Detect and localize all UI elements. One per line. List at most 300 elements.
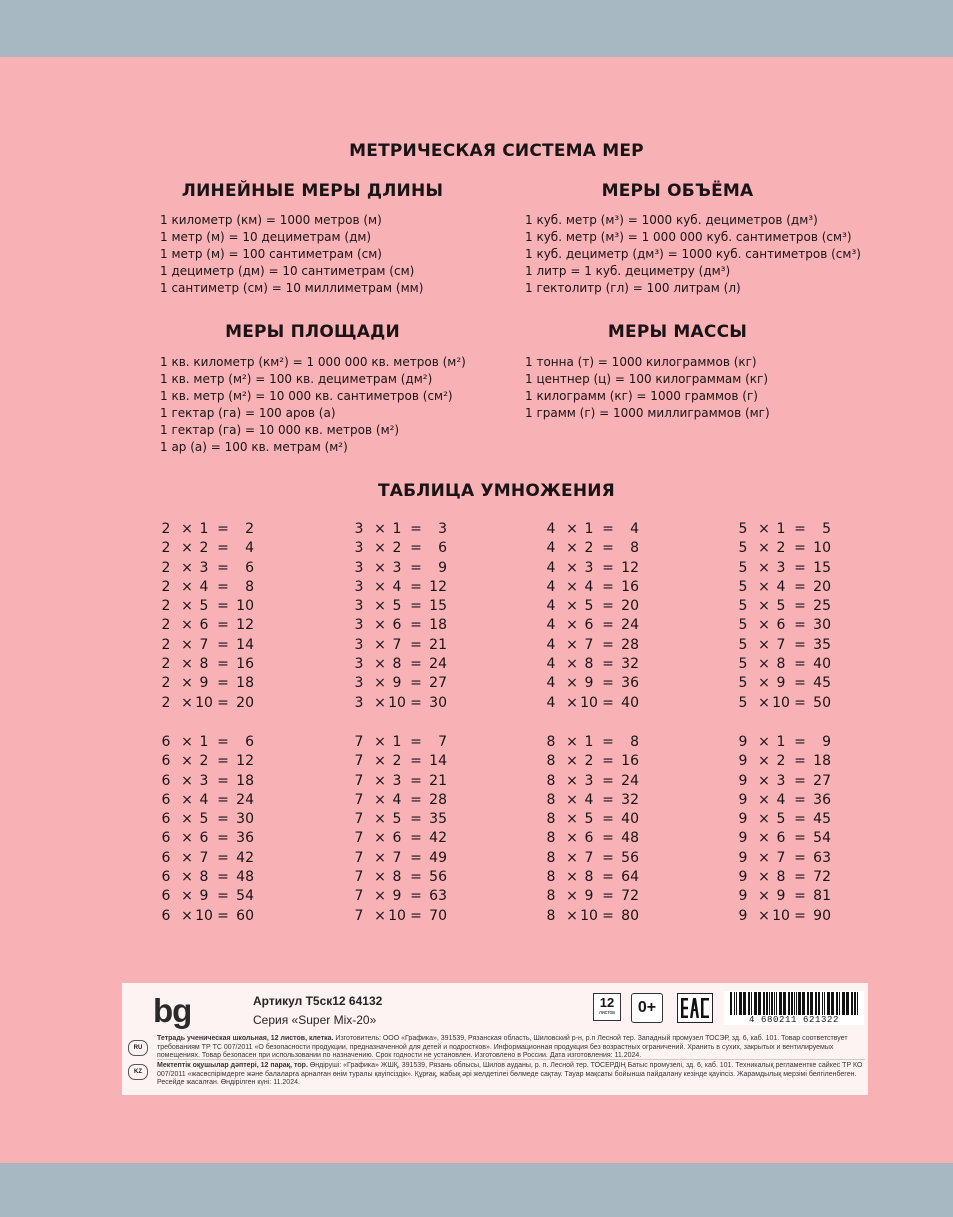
times-sign: ×	[374, 694, 386, 711]
barcode-bar	[734, 992, 735, 1016]
table-row	[353, 752, 473, 771]
barcode-bar	[743, 992, 746, 1016]
times-sign: ×	[181, 734, 193, 750]
kz-legal-body: Өндіруші: «Графика» ЖШҚ, 391539, Рязань облысы, Шилов ауданы, р. п. Лесной тер. ТОСЕРДІҢ Батыс промузелі, зд. 6, каб. 101. Техникалық регламентке сайкес ТР КО 007/2011 «жасөспірімдерге және балаларға арналған өнім туралы қауіпсіздік». Құрғақ, жабық әрі желдетілеі бөлмеде сақтау. Тауар мақсаты бойынша пайдалану кезінде қауіпсіз. Жарамдылық мерзімі белгіленбеген. Ресейде жасалған. Өндірілген күні: 11.2024.	[157, 1062, 863, 1086]
multiplier: 6	[199, 830, 209, 847]
product-value: 27	[429, 675, 447, 692]
multiplicand: 4	[546, 636, 556, 653]
multiplier: 7	[584, 636, 594, 653]
multiplier: 7	[199, 636, 209, 653]
series-name: Серия «Super Mix-20»	[253, 1013, 377, 1027]
volume-list	[525, 212, 861, 297]
product-value: 12	[621, 559, 639, 576]
times-sign: ×	[181, 791, 193, 808]
multiplier: 2	[776, 540, 786, 557]
multiplier: 7	[199, 849, 209, 866]
table-row	[737, 791, 857, 810]
multiplier: 9	[584, 675, 594, 692]
product-value: 72	[813, 869, 831, 886]
times-sign: ×	[181, 830, 193, 847]
multiplicand: 6	[161, 811, 171, 828]
product-value: 20	[621, 598, 639, 615]
multiplication-heading: ТАБЛИЦА УМНОЖЕНИЯ	[378, 481, 615, 501]
table-row	[545, 849, 665, 868]
multiplicand: 5	[738, 675, 748, 692]
product-value: 21	[429, 636, 447, 653]
times-sign: ×	[566, 772, 578, 789]
product-value: 9	[438, 559, 447, 576]
multiplicand: 7	[354, 753, 364, 770]
multiplicand: 4	[546, 540, 556, 557]
multiplier: 6	[392, 830, 402, 847]
equals-sign: =	[794, 636, 806, 653]
times-sign: ×	[566, 811, 578, 828]
product-value: 21	[429, 772, 447, 789]
multiplicand: 3	[354, 656, 364, 673]
list-item: 1 метр (м) = 10 дециметрам (дм)	[160, 230, 372, 244]
mass-heading: МЕРЫ МАССЫ	[607, 322, 748, 342]
multiplicand: 9	[738, 772, 748, 789]
times-sign: ×	[758, 617, 770, 634]
equals-sign: =	[794, 907, 806, 924]
barcode-bar	[839, 992, 840, 1016]
multiplicand: 5	[738, 559, 748, 576]
multiplicand: 4	[546, 675, 556, 692]
equals-sign: =	[410, 772, 422, 789]
times-sign: ×	[374, 888, 386, 905]
times-sign: ×	[374, 521, 386, 537]
table-row	[353, 655, 473, 674]
multiplier: 4	[199, 791, 209, 808]
product-value: 24	[621, 617, 639, 634]
multiplier: 10	[772, 907, 790, 924]
multiplier: 10	[388, 907, 406, 924]
product-value: 14	[236, 636, 254, 653]
equals-sign: =	[794, 598, 806, 615]
table-row	[353, 694, 473, 713]
times-table-3	[353, 520, 473, 713]
multiplicand: 2	[161, 559, 171, 576]
multiplier: 4	[199, 578, 209, 595]
barcode-bar	[748, 992, 750, 1016]
table-row	[160, 791, 280, 810]
product-value: 50	[813, 694, 831, 711]
times-sign: ×	[374, 617, 386, 634]
multiplier: 1	[392, 734, 402, 750]
equals-sign: =	[602, 578, 614, 595]
times-sign: ×	[758, 753, 770, 770]
multiplicand: 4	[546, 656, 556, 673]
multiplier: 3	[392, 559, 402, 576]
equals-sign: =	[794, 888, 806, 905]
barcode-bar	[854, 992, 856, 1016]
product-value: 10	[236, 598, 254, 615]
multiplicand: 8	[546, 830, 556, 847]
multiplicand: 5	[738, 694, 748, 711]
table-row	[353, 520, 473, 539]
multiplicand: 6	[161, 772, 171, 789]
barcode-bar	[776, 992, 777, 1016]
times-sign: ×	[758, 811, 770, 828]
table-row	[545, 791, 665, 810]
equals-sign: =	[217, 578, 229, 595]
equals-sign: =	[217, 734, 229, 750]
product-value: 24	[621, 772, 639, 789]
product-value: 54	[236, 888, 254, 905]
list-item: 1 ар (а) = 100 кв. метрам (м²)	[160, 440, 348, 454]
table-row	[160, 733, 280, 752]
barcode-bar	[763, 992, 765, 1016]
times-sign: ×	[374, 578, 386, 595]
table-row	[737, 887, 857, 906]
table-row	[545, 810, 665, 829]
multiplicand: 5	[738, 617, 748, 634]
times-sign: ×	[758, 656, 770, 673]
times-sign: ×	[758, 694, 770, 711]
barcode-bar	[827, 992, 830, 1016]
multiplicand: 3	[354, 578, 364, 595]
times-sign: ×	[566, 636, 578, 653]
volume-heading: МЕРЫ ОБЪЁМА	[601, 181, 754, 201]
times-sign: ×	[566, 656, 578, 673]
product-value: 20	[813, 578, 831, 595]
list-item: 1 гектолитр (гл) = 100 литрам (л)	[525, 281, 741, 295]
barcode-bars	[724, 991, 864, 1017]
multiplier: 9	[776, 888, 786, 905]
equals-sign: =	[410, 849, 422, 866]
divider	[157, 1059, 865, 1060]
product-value: 90	[813, 907, 831, 924]
table-row	[737, 810, 857, 829]
multiplier: 9	[199, 675, 209, 692]
barcode-bar	[802, 992, 805, 1016]
table-row	[353, 674, 473, 693]
multiplier: 8	[776, 656, 786, 673]
times-sign: ×	[758, 540, 770, 557]
table-row	[160, 636, 280, 655]
product-value: 35	[813, 636, 831, 653]
table-row	[545, 829, 665, 848]
equals-sign: =	[217, 907, 229, 924]
table-row	[545, 520, 665, 539]
barcode-bar	[824, 992, 825, 1016]
equals-sign: =	[602, 521, 614, 537]
barcode-bar	[791, 992, 793, 1016]
times-sign: ×	[181, 849, 193, 866]
equals-sign: =	[794, 772, 806, 789]
product-value: 32	[621, 656, 639, 673]
times-table-4	[545, 520, 665, 713]
barcode-bar	[766, 992, 768, 1016]
kz-legal-text	[157, 1062, 865, 1088]
barcode-bar	[815, 992, 817, 1016]
multiplier: 3	[584, 772, 594, 789]
multiplier: 6	[584, 830, 594, 847]
equals-sign: =	[794, 791, 806, 808]
multiplier: 4	[584, 791, 594, 808]
product-value: 4	[630, 521, 639, 537]
list-item: 1 литр = 1 куб. дециметру (дм³)	[525, 264, 731, 278]
multiplicand: 5	[738, 578, 748, 595]
equals-sign: =	[794, 734, 806, 750]
multiplicand: 6	[161, 830, 171, 847]
multiplier: 6	[392, 617, 402, 634]
times-table-6	[160, 733, 280, 926]
multiplier: 5	[584, 598, 594, 615]
times-sign: ×	[758, 598, 770, 615]
product-value: 6	[438, 540, 447, 557]
mass-list	[525, 354, 770, 422]
multiplier: 2	[392, 753, 402, 770]
area-heading: МЕРЫ ПЛОЩАДИ	[225, 322, 400, 342]
multiplicand: 6	[161, 869, 171, 886]
product-value: 8	[630, 540, 639, 557]
multiplicand: 7	[354, 888, 364, 905]
multiplicand: 2	[161, 598, 171, 615]
multiplicand: 8	[546, 907, 556, 924]
multiplicand: 9	[738, 888, 748, 905]
multiplicand: 8	[546, 791, 556, 808]
multiplier: 2	[199, 753, 209, 770]
product-value: 20	[236, 694, 254, 711]
table-row	[545, 733, 665, 752]
multiplier: 8	[584, 656, 594, 673]
product-value: 18	[429, 617, 447, 634]
multiplier: 3	[776, 559, 786, 576]
table-row	[160, 674, 280, 693]
multiplicand: 4	[546, 694, 556, 711]
product-value: 28	[621, 636, 639, 653]
equals-sign: =	[794, 540, 806, 557]
multiplier: 10	[580, 694, 598, 711]
table-row	[353, 772, 473, 791]
table-row	[160, 616, 280, 635]
product-value: 10	[813, 540, 831, 557]
multiplicand: 3	[354, 521, 364, 537]
table-row	[737, 597, 857, 616]
times-table-7	[353, 733, 473, 926]
table-row	[545, 636, 665, 655]
product-value: 28	[429, 791, 447, 808]
times-sign: ×	[374, 636, 386, 653]
equals-sign: =	[410, 869, 422, 886]
equals-sign: =	[217, 598, 229, 615]
barcode-bar	[796, 992, 797, 1016]
times-sign: ×	[758, 849, 770, 866]
times-sign: ×	[374, 753, 386, 770]
multiplicand: 9	[738, 753, 748, 770]
multiplier: 8	[199, 656, 209, 673]
table-row	[353, 578, 473, 597]
table-row	[545, 655, 665, 674]
equals-sign: =	[217, 869, 229, 886]
equals-sign: =	[410, 791, 422, 808]
product-value: 54	[813, 830, 831, 847]
multiplicand: 2	[161, 656, 171, 673]
table-row	[160, 772, 280, 791]
equals-sign: =	[217, 656, 229, 673]
product-value: 18	[813, 753, 831, 770]
page-title: МЕТРИЧЕСКАЯ СИСТЕМА МЕР	[349, 141, 644, 161]
table-row	[545, 752, 665, 771]
multiplier: 1	[199, 734, 209, 750]
product-value: 18	[236, 772, 254, 789]
times-sign: ×	[566, 734, 578, 750]
multiplier: 9	[392, 675, 402, 692]
multiplier: 6	[199, 617, 209, 634]
equals-sign: =	[410, 617, 422, 634]
equals-sign: =	[602, 888, 614, 905]
multiplicand: 4	[546, 559, 556, 576]
multiplier: 8	[392, 869, 402, 886]
product-value: 6	[245, 559, 254, 576]
times-sign: ×	[566, 869, 578, 886]
times-sign: ×	[181, 907, 193, 924]
multiplicand: 8	[546, 753, 556, 770]
equals-sign: =	[794, 656, 806, 673]
equals-sign: =	[410, 636, 422, 653]
times-sign: ×	[758, 772, 770, 789]
table-row	[545, 539, 665, 558]
equals-sign: =	[410, 830, 422, 847]
times-sign: ×	[566, 540, 578, 557]
list-item: 1 метр (м) = 100 сантиметрам (см)	[160, 247, 382, 261]
multiplicand: 8	[546, 734, 556, 750]
multiplicand: 5	[738, 598, 748, 615]
multiplicand: 6	[161, 849, 171, 866]
multiplier: 1	[584, 734, 594, 750]
ru-language-badge: RU	[128, 1040, 148, 1056]
product-value: 35	[429, 811, 447, 828]
times-sign: ×	[374, 559, 386, 576]
table-row	[160, 849, 280, 868]
multiplier: 1	[392, 521, 402, 537]
product-value: 12	[236, 753, 254, 770]
table-row	[353, 636, 473, 655]
times-sign: ×	[181, 694, 193, 711]
product-value: 49	[429, 849, 447, 866]
list-item: 1 кв. метр (м²) = 10 000 кв. сантиметров (см²)	[160, 389, 453, 403]
equals-sign: =	[410, 656, 422, 673]
equals-sign: =	[602, 849, 614, 866]
times-sign: ×	[758, 636, 770, 653]
barcode-bar	[758, 992, 761, 1016]
barcode-bar	[794, 992, 795, 1016]
times-sign: ×	[374, 772, 386, 789]
multiplier: 5	[392, 811, 402, 828]
equals-sign: =	[602, 559, 614, 576]
multiplicand: 3	[354, 540, 364, 557]
length-list	[160, 212, 423, 297]
multiplier: 4	[392, 578, 402, 595]
product-value: 8	[630, 734, 639, 750]
times-sign: ×	[374, 656, 386, 673]
multiplicand: 3	[354, 636, 364, 653]
multiplier: 6	[776, 617, 786, 634]
product-value: 9	[822, 734, 831, 750]
multiplicand: 7	[354, 772, 364, 789]
times-sign: ×	[181, 578, 193, 595]
multiplicand: 9	[738, 734, 748, 750]
product-value: 25	[813, 598, 831, 615]
multiplier: 6	[776, 830, 786, 847]
table-row	[160, 694, 280, 713]
product-value: 63	[429, 888, 447, 905]
list-item: 1 центнер (ц) = 100 килограммам (кг)	[525, 372, 769, 386]
table-row	[545, 868, 665, 887]
table-row	[737, 733, 857, 752]
table-row	[737, 772, 857, 791]
multiplicand: 6	[161, 753, 171, 770]
article-number: Артикул Т5ск12 64132	[253, 994, 383, 1008]
list-item: 1 дециметр (дм) = 10 сантиметрам (см)	[160, 264, 415, 278]
equals-sign: =	[794, 830, 806, 847]
equals-sign: =	[602, 694, 614, 711]
times-sign: ×	[758, 578, 770, 595]
equals-sign: =	[410, 753, 422, 770]
barcode-bar	[836, 992, 838, 1016]
times-sign: ×	[181, 540, 193, 557]
multiplicand: 6	[161, 791, 171, 808]
multiplicand: 5	[738, 656, 748, 673]
multiplier: 8	[776, 869, 786, 886]
times-sign: ×	[181, 811, 193, 828]
table-row	[737, 829, 857, 848]
product-value: 4	[245, 540, 254, 557]
list-item: 1 килограмм (кг) = 1000 граммов (г)	[525, 389, 758, 403]
table-row	[737, 694, 857, 713]
times-sign: ×	[374, 907, 386, 924]
multiplier: 9	[392, 888, 402, 905]
times-table-8	[545, 733, 665, 926]
product-value: 14	[429, 753, 447, 770]
product-value: 40	[621, 694, 639, 711]
product-value: 81	[813, 888, 831, 905]
product-value: 45	[813, 811, 831, 828]
times-sign: ×	[566, 598, 578, 615]
product-value: 36	[813, 791, 831, 808]
table-row	[737, 578, 857, 597]
list-item: 1 гектар (га) = 100 аров (а)	[160, 406, 336, 420]
table-row	[737, 849, 857, 868]
ru-legal-body: Изготовитель: ООО «Графика», 391539, Рязанская область, Шиловский р-н, р.п Лесной тер. Западный промузел ТОСЭР, зд. 6, каб. 101. Товар соответствует требованиям ТР ТС 007/2011 «О безопасности продукции, предназначенной для детей и подростков». Информационная продукция без возрастных ограничений. Хранить в сухих, закрытых и вентилируемых помещениях. Товар безопасен при использовании по назначению. Срок годности не установлен. Изготовлено в России. Дата изготовления: 11.2024.	[157, 1035, 848, 1059]
equals-sign: =	[794, 694, 806, 711]
multiplier: 3	[199, 559, 209, 576]
barcode-bar	[822, 992, 823, 1016]
multiplier: 3	[199, 772, 209, 789]
barcode-bar	[771, 992, 773, 1016]
multiplier: 10	[580, 907, 598, 924]
product-value: 27	[813, 772, 831, 789]
table-row	[160, 559, 280, 578]
table-row	[545, 616, 665, 635]
product-value: 16	[621, 578, 639, 595]
multiplier: 9	[776, 675, 786, 692]
times-sign: ×	[181, 617, 193, 634]
multiplier: 5	[584, 811, 594, 828]
multiplicand: 7	[354, 830, 364, 847]
barcode-bar	[810, 992, 813, 1016]
product-value: 30	[236, 811, 254, 828]
equals-sign: =	[217, 559, 229, 576]
multiplicand: 9	[738, 830, 748, 847]
table-row	[353, 539, 473, 558]
barcode-digits: 4 680211 621322	[724, 1015, 864, 1025]
times-sign: ×	[374, 598, 386, 615]
product-value: 16	[236, 656, 254, 673]
product-value: 15	[813, 559, 831, 576]
table-row	[545, 772, 665, 791]
